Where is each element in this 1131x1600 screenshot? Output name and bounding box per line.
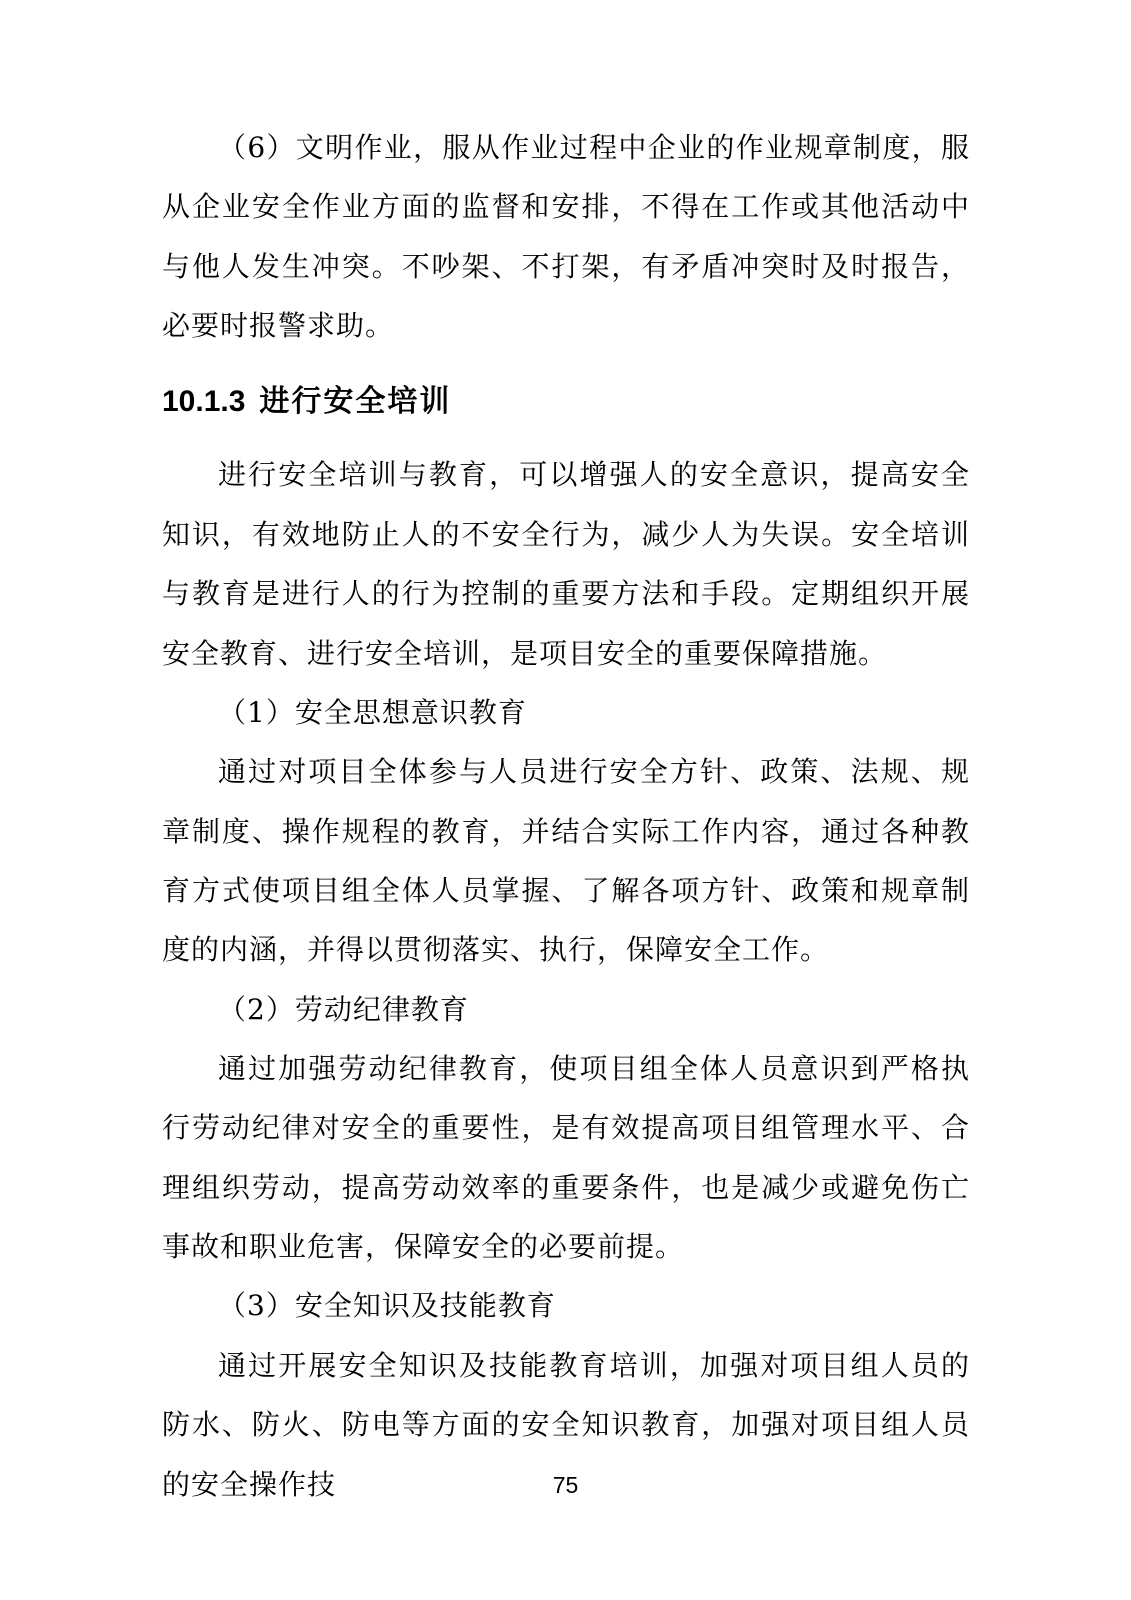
paragraph-item-6: （6）文明作业，服从作业过程中企业的作业规章制度，服从企业安全作业方面的监督和安排，不得在工作或其他活动中与他人发生冲突。不吵架、不打架，有矛盾冲突时及时报告，必要时报警求助。	[162, 131, 970, 343]
paragraph-subitem-3-body: 通过开展安全知识及技能教育培训，加强对项目组人员的防水、防火、防电等方面的安全知识教育，加强对项目组人员的安全操作技	[162, 1348, 970, 1501]
subitem-3-title: （3）安全知识及技能教育	[218, 1289, 556, 1323]
section-title: 进行安全培训	[259, 384, 452, 420]
subitem-1-title: （1）安全思想意识教育	[218, 695, 527, 729]
subitem-2-title: （2）劳动纪律教育	[218, 992, 469, 1026]
section-heading	[162, 381, 970, 423]
section-number: 10.1.3	[162, 385, 246, 419]
paragraph-subitem-1-body: 通过对项目全体参与人员进行安全方针、政策、法规、规章制度、操作规程的教育，并结合实际工作内容，通过各种教育方式使项目组全体人员掌握、了解各项方针、政策和规章制度的内涵，并得以贯彻落实、执行，保障安全工作。	[162, 755, 970, 967]
paragraph-training-intro: 进行安全培训与教育，可以增强人的安全意识，提高安全知识，有效地防止人的不安全行为，减少人为失误。安全培训与教育是进行人的行为控制的重要方法和手段。定期组织开展安全教育、进行安全培训，是项目安全的重要保障措施。	[162, 458, 970, 670]
paragraph-subitem-2-body: 通过加强劳动纪律教育，使项目组全体人员意识到严格执行劳动纪律对安全的重要性，是有效提高项目组管理水平、合理组织劳动，提高劳动效率的重要条件，也是减少或避免伤亡事故和职业危害，保障安全的必要前提。	[162, 1052, 970, 1264]
page-number: 75	[552, 1472, 579, 1498]
